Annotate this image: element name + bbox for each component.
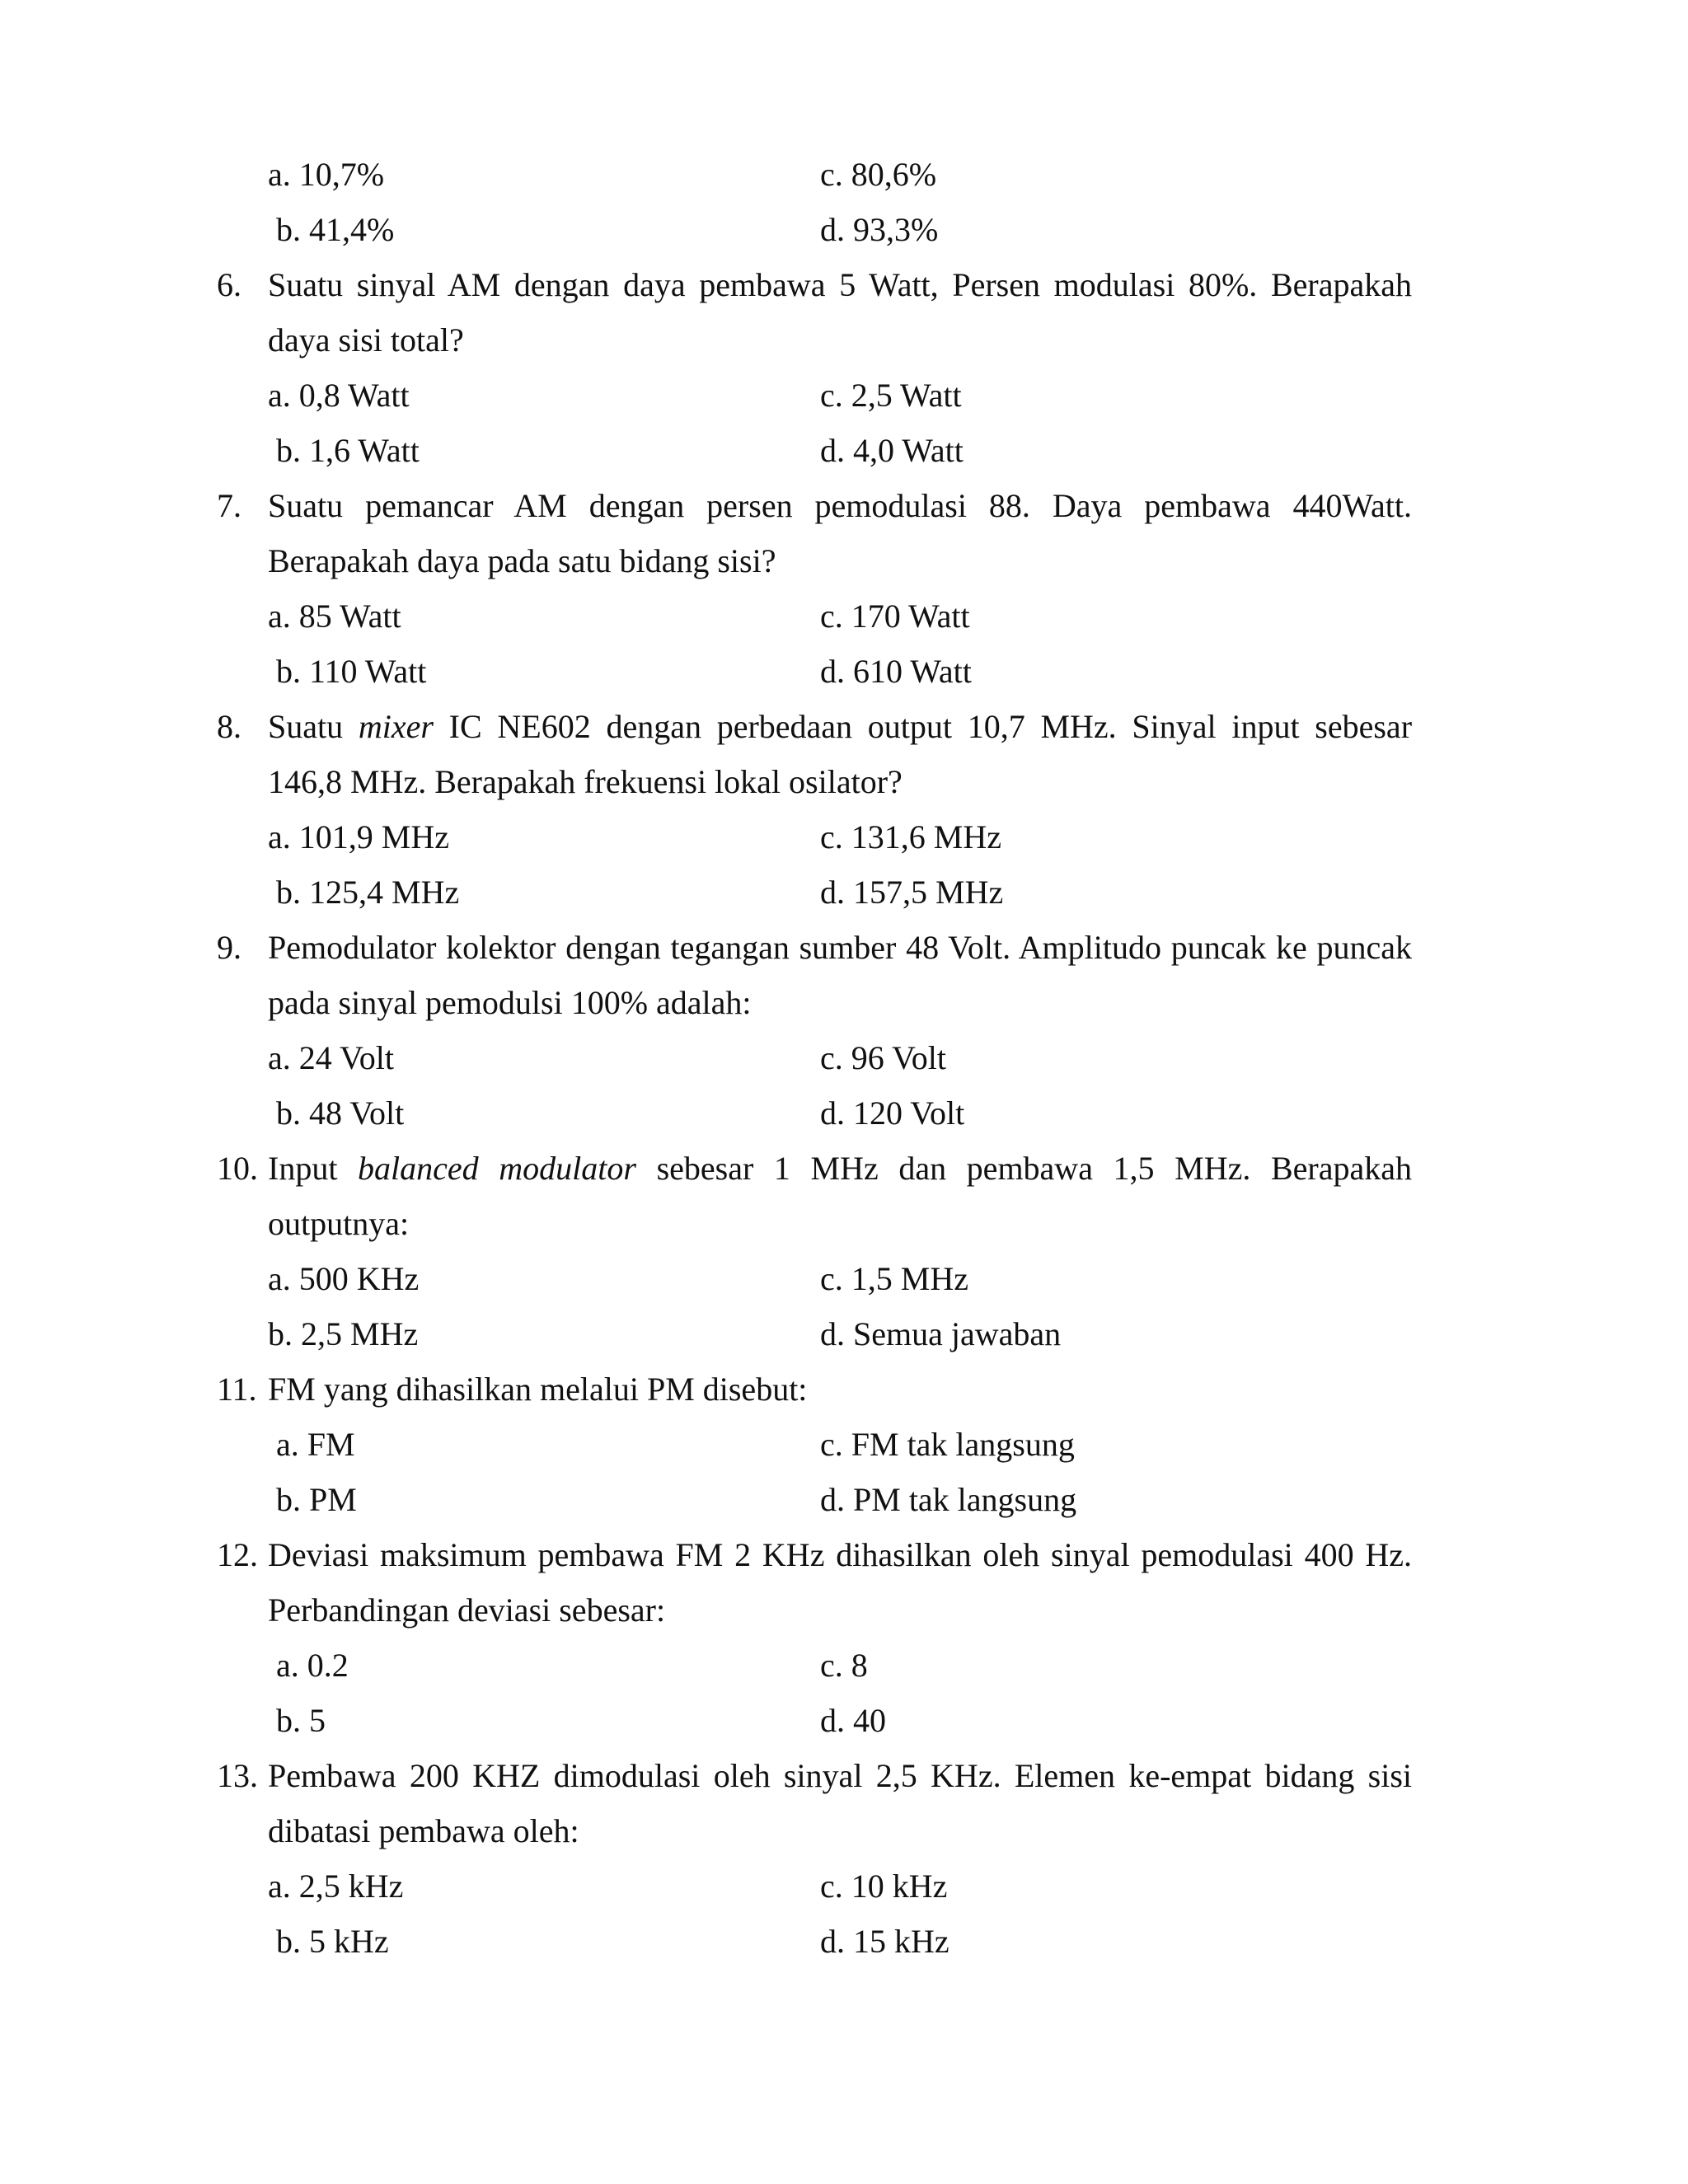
option-row [0,809,1688,865]
option-row [0,202,1688,257]
option-d: d. PM tak langsung [820,1481,1077,1518]
option-a: a. 101,9 MHz [268,818,449,855]
option-d: d. 157,5 MHz [820,874,1004,911]
option-d: d. 93,3% [820,211,939,248]
question-6 [0,257,1688,312]
option-d: d. 15 kHz [820,1923,950,1960]
question-text [268,699,1412,754]
option-b: b. 1,6 Watt [276,432,420,469]
question-12 [0,1527,1688,1582]
option-d: d. 610 Watt [820,653,972,690]
option-c: c. FM tak langsung [820,1426,1075,1463]
option-c: c. 170 Watt [820,598,970,635]
question-text: pada sinyal pemodulsi 100% adalah: [268,984,752,1021]
question-text-end: IC NE602 dengan perbedaan output 10,7 MHz. Sinyal input sebesar [448,708,1413,745]
question-text: Deviasi maksimum pembawa FM 2 KHz dihasilkan oleh sinyal pemodulasi 400 Hz. [268,1536,1412,1573]
question-text: Perbandingan deviasi sebesar: [268,1591,666,1629]
option-b: b. 5 kHz [276,1923,389,1960]
option-a: a. 500 KHz [268,1260,420,1297]
option-row [0,1472,1688,1527]
option-c: c. 2,5 Watt [820,377,962,414]
question-text: 146,8 MHz. Berapakah frekuensi lokal osilator? [268,763,903,800]
question-text: Berapakah daya pada satu bidang sisi? [268,542,776,579]
question-8-continued [0,754,1688,809]
option-a: a. 24 Volt [268,1039,394,1076]
option-c: c. 131,6 MHz [820,818,1001,855]
option-row [0,1638,1688,1693]
question-6-continued [0,312,1688,368]
option-b: b. 41,4% [276,211,395,248]
italic-term: mixer [358,708,434,745]
option-c: c. 80,6% [820,156,937,193]
option-a: a. FM [276,1426,355,1463]
question-number: 6. [217,266,241,303]
option-row [0,1085,1688,1141]
option-row [0,1306,1688,1361]
option-b: b. 2,5 MHz [268,1315,419,1352]
question-7 [0,478,1688,533]
question-text: Suatu pemancar AM dengan persen pemodulasi 88. Daya pembawa 440Watt. [268,487,1412,524]
question-number: 9. [217,929,241,966]
option-row [0,1417,1688,1472]
question-number: 10. [217,1150,258,1187]
option-row [0,423,1688,478]
option-row [0,1858,1688,1914]
question-number: 13. [217,1757,258,1794]
option-a: a. 10,7% [268,156,385,193]
option-d: d. 120 Volt [820,1094,965,1132]
question-number: 11. [217,1371,257,1408]
option-d: d. 40 [820,1702,886,1739]
question-13 [0,1748,1688,1803]
option-row [0,147,1688,202]
question-10-continued [0,1196,1688,1251]
option-row [0,368,1688,423]
option-a: a. 2,5 kHz [268,1868,404,1905]
option-d: d. 4,0 Watt [820,432,964,469]
option-a: a. 0.2 [276,1647,349,1684]
option-b: b. PM [276,1481,357,1518]
question-text [268,1141,1412,1196]
question-8 [0,699,1688,754]
option-b: b. 125,4 MHz [276,874,460,911]
option-row [0,1251,1688,1306]
question-text-start: Input [268,1150,338,1187]
option-row [0,1693,1688,1748]
question-text-end: sebesar 1 MHz dan pembawa 1,5 MHz. Berapakah [656,1150,1412,1187]
question-9 [0,920,1688,975]
question-10 [0,1141,1688,1196]
option-b: b. 110 Watt [276,653,427,690]
option-a: a. 85 Watt [268,598,401,635]
question-text: Pemodulator kolektor dengan tegangan sumber 48 Volt. Amplitudo puncak ke puncak [268,929,1412,966]
option-b: b. 5 [276,1702,326,1739]
option-row [0,588,1688,644]
question-text: dibatasi pembawa oleh: [268,1812,579,1849]
question-text: Pembawa 200 KHZ dimodulasi oleh sinyal 2,5 KHz. Elemen ke-empat bidang sisi [268,1757,1412,1794]
question-text: Suatu sinyal AM dengan daya pembawa 5 Watt, Persen modulasi 80%. Berapakah [268,266,1412,303]
question-text: daya sisi total? [268,321,464,359]
option-d: d. Semua jawaban [820,1315,1062,1352]
option-c: c. 10 kHz [820,1868,948,1905]
italic-term: balanced modulator [358,1150,636,1187]
option-row [0,1030,1688,1085]
question-13-continued [0,1803,1688,1858]
option-c: c. 96 Volt [820,1039,946,1076]
question-text: FM yang dihasilkan melalui PM disebut: [268,1371,808,1408]
option-row [0,644,1688,699]
question-number: 8. [217,708,241,745]
question-number: 12. [217,1536,258,1573]
option-b: b. 48 Volt [276,1094,405,1132]
question-number: 7. [217,487,241,524]
question-text: outputnya: [268,1205,410,1242]
option-a: a. 0,8 Watt [268,377,410,414]
question-9-continued [0,975,1688,1030]
option-row [0,1914,1688,1969]
question-7-continued [0,533,1688,588]
option-c: c. 1,5 MHz [820,1260,968,1297]
option-row [0,865,1688,920]
option-c: c. 8 [820,1647,868,1684]
question-11 [0,1361,1688,1417]
question-12-continued [0,1582,1688,1638]
question-text-start: Suatu [268,708,344,745]
